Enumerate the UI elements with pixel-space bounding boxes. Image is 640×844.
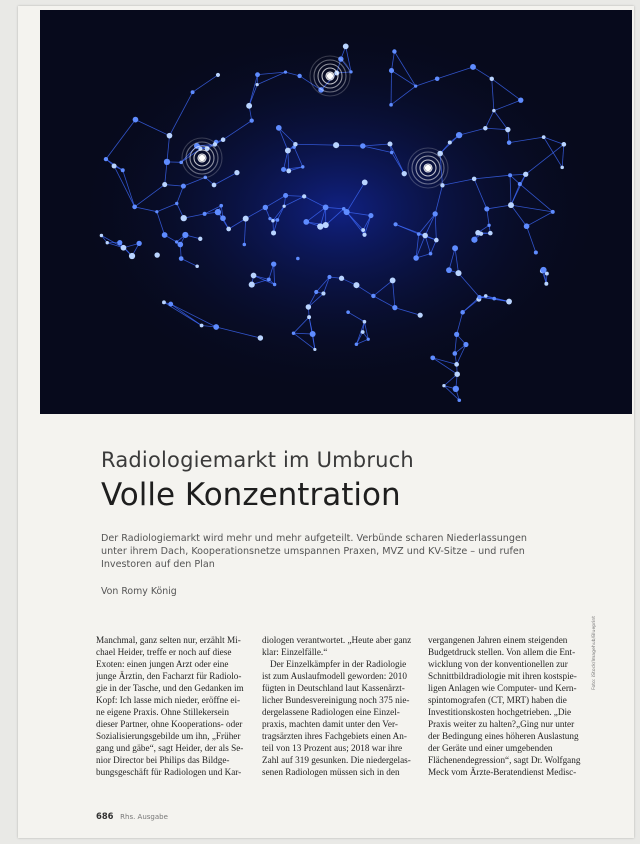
network-node (371, 294, 375, 298)
network-node (285, 148, 291, 154)
body-line: Flächenendegression“, sagt Dr. Wolfgang (428, 755, 581, 765)
article-lead (101, 532, 527, 571)
network-node (282, 205, 285, 208)
network-node (162, 182, 167, 187)
network-node (484, 294, 488, 298)
network-node (314, 290, 318, 294)
network-node (390, 277, 396, 283)
network-node (492, 109, 496, 113)
network-node (344, 209, 350, 215)
network-node (551, 210, 555, 214)
network-node (362, 233, 366, 237)
article-title: Volle Konzentration (101, 477, 401, 513)
body-line: Sozialisierungsgebilde um ihn, „Früher (96, 731, 241, 741)
network-node (243, 243, 247, 247)
body-line: ligen Anlagen wie Computer- und Kern- (428, 683, 577, 693)
network-node (333, 142, 339, 148)
network-node (263, 205, 268, 210)
text-column-2 (262, 634, 419, 778)
network-node (470, 64, 476, 70)
network-node (268, 217, 271, 220)
network-node (271, 230, 276, 235)
network-node (460, 310, 465, 315)
network-node (164, 159, 170, 165)
network-node (454, 332, 459, 337)
network-node (490, 77, 494, 81)
network-node (505, 127, 510, 132)
network-node (154, 252, 159, 257)
network-node (307, 315, 311, 319)
network-node (463, 342, 468, 347)
network-node (355, 343, 359, 347)
network-node (267, 277, 271, 281)
network-node (195, 264, 199, 268)
body-line: Budgetdruck stellen. Von allem die Ent- (428, 647, 576, 657)
network-node (100, 234, 103, 237)
network-node (215, 209, 221, 215)
body-line: Praxis weiter zu halten?„Ging nur unter (428, 719, 575, 729)
network-node (361, 228, 365, 232)
network-node (492, 297, 496, 301)
network-node (367, 338, 370, 341)
network-node (106, 241, 109, 244)
body-line: fügten in Deutschland laut Kassenärzt- (262, 683, 405, 693)
body-line: ne eigene Praxis. Ohne Stillekersein (96, 707, 229, 717)
network-node (286, 169, 291, 174)
network-node (281, 167, 286, 172)
network-node (446, 267, 452, 273)
body-line: dergelassene Radiologen eine Einzel- (262, 707, 400, 717)
network-node (200, 324, 204, 328)
network-node (234, 170, 239, 175)
network-node (273, 283, 276, 286)
body-line: der Geräte und einer umgebenden (428, 743, 553, 753)
lead-line: unter ihrem Dach, Kooperationsnetze umspannen Praxen, MVZ und KV-Sitze – und rufen (101, 546, 525, 557)
network-node (117, 240, 122, 245)
network-node (477, 295, 481, 299)
network-node (255, 72, 260, 77)
article-kicker: Radiologiemarkt im Umbruch (101, 448, 414, 472)
network-node (313, 348, 316, 351)
network-node (363, 320, 367, 324)
network-node (435, 76, 440, 81)
network-node (121, 168, 125, 172)
signal-core (425, 165, 431, 171)
network-node (433, 211, 438, 216)
network-node (181, 215, 187, 221)
network-node (129, 253, 135, 259)
network-node (293, 142, 297, 146)
lead-line: Investoren auf den Plan (101, 559, 215, 570)
body-line: Kopf: Ich lasse mich nieder, eröffne ei- (96, 695, 241, 705)
network-node (487, 224, 490, 227)
network-node (258, 335, 263, 340)
network-node (321, 291, 325, 295)
body-line: Exoten: einen jungen Arzt oder eine (96, 659, 229, 669)
network-node (310, 331, 316, 337)
network-node (540, 267, 546, 273)
network-node (534, 250, 538, 254)
network-node (442, 384, 445, 387)
body-line: vergangenen Jahren einem steigenden (428, 635, 568, 645)
network-node (306, 304, 311, 309)
network-node (346, 310, 350, 314)
network-node (250, 118, 254, 122)
network-node (472, 177, 477, 182)
network-node (249, 282, 255, 288)
network-node (434, 238, 439, 243)
body-line: diologen verantwortet. „Heute aber ganz (262, 635, 412, 645)
network-node (213, 324, 219, 330)
network-node (220, 215, 226, 221)
text-column-1 (96, 634, 253, 778)
network-node (353, 282, 359, 288)
network-node (162, 232, 168, 238)
network-node (303, 219, 309, 225)
network-node (542, 135, 546, 139)
body-line: klar: Einzelfälle.“ (262, 647, 328, 657)
network-node (475, 230, 480, 235)
body-line: bungsgeschäft für Radiologen und Kar- (96, 767, 242, 777)
body-line: senen Radiologen müssen sich in den (262, 767, 400, 777)
body-line: Investitionskosten hochgetrieben. „Die (428, 707, 572, 717)
network-node (323, 222, 329, 228)
network-node (226, 227, 231, 232)
network-node (518, 182, 522, 186)
network-node (343, 44, 349, 50)
network-node (368, 213, 373, 218)
network-node (296, 257, 300, 261)
network-node (562, 142, 567, 147)
network-node (507, 140, 511, 144)
network-node (181, 184, 186, 189)
text-column-3 (428, 634, 585, 778)
network-node (302, 194, 306, 198)
network-node (392, 305, 397, 310)
page-number: 686 (96, 811, 114, 821)
network-node (112, 164, 117, 169)
network-node (271, 219, 275, 223)
network-node (212, 183, 217, 188)
body-line: Meck vom Ärzte-Beratendienst Medisc- (428, 767, 577, 777)
network-node (524, 223, 530, 229)
network-node (455, 270, 461, 276)
network-node (177, 242, 183, 248)
network-node (430, 355, 435, 360)
body-line: teil von 13 Prozent aus; 2018 war ihre (262, 743, 403, 753)
network-node (393, 222, 397, 226)
body-line: praxis, machten damit unter den Ver- (262, 719, 398, 729)
network-node (251, 273, 257, 279)
network-node (414, 85, 417, 88)
network-node (301, 165, 304, 168)
network-node (221, 137, 226, 142)
network-node (284, 71, 287, 74)
network-node (387, 141, 392, 146)
body-line: chael Heider, treffe er noch auf diese (96, 647, 232, 657)
network-node (417, 232, 421, 236)
network-node (182, 232, 188, 238)
body-line: dieser Partner, ohne Kooperations- oder (96, 719, 243, 729)
network-node (453, 386, 459, 392)
network-node (389, 103, 393, 107)
network-node (361, 330, 365, 334)
network-node (429, 252, 433, 256)
network-node (418, 313, 423, 318)
network-node (452, 351, 457, 356)
body-line: gang und gäbe“, sagt Heider, der als Se- (96, 743, 244, 753)
network-node (297, 74, 301, 78)
network-node (132, 205, 137, 210)
network-node (162, 300, 166, 304)
network-node (392, 49, 396, 53)
network-node (523, 172, 528, 177)
network-node (168, 302, 173, 307)
magazine-name: Rhs. Ausgabe (120, 813, 168, 821)
network-node (360, 143, 365, 148)
network-node (488, 231, 493, 236)
network-node (191, 90, 195, 94)
body-line: gie in der Tasche, und den Gedanken im (96, 683, 244, 693)
network-node (390, 151, 393, 154)
body-line: tragsärzten ihres Fachgebiets einen An- (262, 731, 407, 741)
body-line: Zahl auf 319 gesunken. Die niedergelas- (262, 755, 411, 765)
network-node (175, 202, 178, 205)
network-node (484, 206, 489, 211)
network-node (179, 256, 184, 261)
signal-core (199, 155, 205, 161)
network-node (508, 202, 514, 208)
network-node (402, 171, 407, 176)
brain-network-graphic (40, 10, 632, 414)
body-line: ist zum Auslaufmodell geworden: 2010 (262, 671, 407, 681)
author-byline: Von Romy König (101, 586, 177, 597)
network-node (155, 210, 158, 213)
network-node (339, 276, 344, 281)
network-node (175, 240, 178, 243)
body-line: nior Director bei Philips das Bildge- (96, 755, 230, 765)
network-node (413, 255, 419, 261)
page-footer (96, 811, 168, 821)
network-node (246, 103, 252, 109)
network-node (454, 362, 459, 367)
network-node (389, 68, 394, 73)
network-node (560, 166, 564, 170)
brain-network-illustration (40, 10, 632, 414)
network-node (422, 233, 428, 239)
body-line: junge Ärztin, den Facharzt für Radiolo- (96, 671, 242, 681)
network-node (317, 223, 323, 229)
network-node (276, 218, 280, 222)
lead-line: Der Radiologiemarkt wird mehr und mehr aufgeteilt. Verbünde scharen Niederlassungen (101, 533, 527, 544)
network-node (456, 132, 462, 138)
network-node (104, 157, 108, 161)
body-line: spintomografen (CT, MRT) haben die (428, 695, 567, 705)
network-node (471, 237, 477, 243)
network-node (219, 204, 223, 208)
network-node (457, 398, 461, 402)
network-node (323, 204, 329, 210)
network-node (544, 282, 548, 286)
photo-credit: Foto: iStock/Imagehub/Blueprint (592, 615, 597, 690)
network-node (203, 212, 207, 216)
network-node (327, 275, 331, 279)
network-node (136, 241, 141, 246)
network-node (452, 245, 458, 251)
network-node (508, 173, 512, 177)
network-node (362, 180, 368, 186)
body-line: licher Bundesvereinigung noch 375 nie- (262, 695, 410, 705)
network-node (167, 133, 173, 139)
network-node (448, 140, 452, 144)
network-node (483, 126, 487, 130)
network-node (292, 331, 295, 334)
network-node (198, 237, 202, 241)
body-line: Der Einzelkämpfer in der Radiologie (270, 659, 407, 669)
body-line: Schnittbildradiologie mit ihren kostspie- (428, 671, 577, 681)
network-node (271, 261, 276, 266)
body-line: wicklung von der konventionellen zur (428, 659, 568, 669)
network-node (133, 117, 139, 123)
network-node (256, 83, 259, 86)
network-node (283, 193, 288, 198)
network-node (121, 245, 127, 251)
network-node (454, 371, 460, 377)
signal-core (327, 73, 333, 79)
network-node (276, 125, 282, 131)
body-line: der Bedingung eines höheren Auslastung (428, 731, 579, 741)
body-line: Manchmal, ganz selten nur, erzählt Mi- (96, 635, 241, 645)
network-node (518, 98, 523, 103)
network-node (243, 216, 249, 222)
network-node (216, 73, 220, 77)
network-node (506, 299, 512, 305)
